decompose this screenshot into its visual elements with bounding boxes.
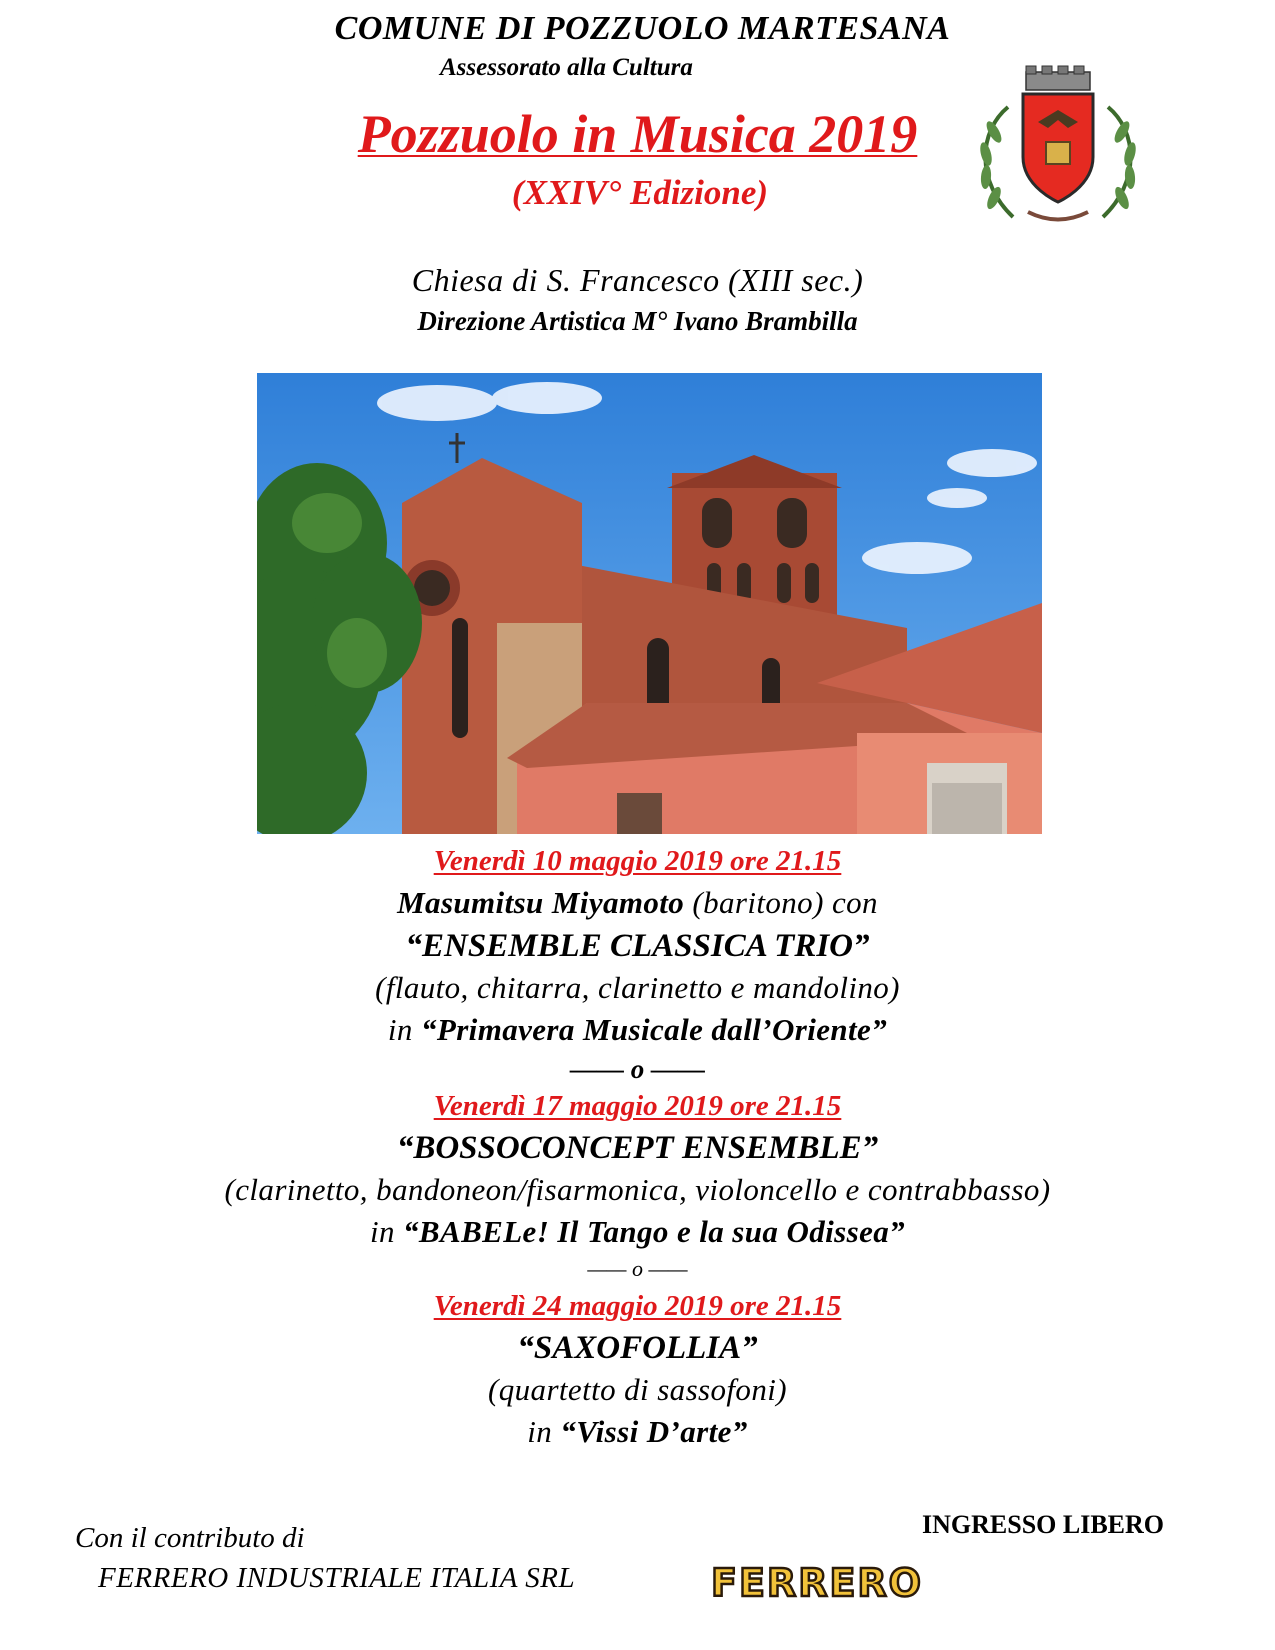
sponsor-name: FERRERO INDUSTRIALE ITALIA SRL [98,1562,576,1594]
event-3-program: “Vissi D’arte” [560,1414,748,1449]
separator-2: —— o —— [587,1256,688,1281]
event-title: Pozzuolo in Musica 2019 [357,104,918,164]
event-3-program-line [0,1414,1275,1450]
artistic-direction-label: Direzione Artistica M° Ivano Brambilla [417,306,858,336]
svg-text:FERRERO: FERRERO [711,1561,923,1605]
ferrero-logo [690,1560,945,1606]
event-2-program-line [0,1214,1275,1250]
event-2-in-prefix: in [369,1214,404,1249]
event-1-date: Venerdì 10 maggio 2019 ore 21.15 [433,845,842,877]
event-1-performer-line [0,885,1275,921]
contribution-label: Con il contributo di [75,1522,305,1554]
event-1-ensemble: “ENSEMBLE CLASSICA TRIO” [405,928,870,964]
event-3-in-prefix: in [527,1414,561,1449]
event-1-instruments: (flauto, chitarra, clarinetto e mandolino) [375,970,900,1005]
event-1-program-line [0,1012,1275,1048]
event-1-performer-role: (baritono) con [684,885,878,920]
event-2-date: Venerdì 17 maggio 2019 ore 21.15 [433,1090,842,1122]
event-3-ensemble: “SAXOFOLLIA” [517,1330,758,1366]
municipality-heading: COMUNE DI POZZUOLO MARTESANA [334,10,951,47]
event-2-program: “BABELe! Il Tango e la sua Odissea” [403,1214,906,1249]
venue-label: Chiesa di S. Francesco (XIII sec.) [411,262,864,298]
event-3-instruments: (quartetto di sassofoni) [488,1372,787,1407]
event-2-instruments: (clarinetto, bandoneon/fisarmonica, violoncello e contrabbasso) [224,1172,1051,1207]
coat-of-arms-icon [968,62,1148,232]
event-3-date: Venerdì 24 maggio 2019 ore 21.15 [433,1290,842,1322]
event-1-program: “Primavera Musicale dall’Oriente” [420,1012,888,1047]
department-subheading: Assessorato alla Cultura [440,54,693,81]
event-2-ensemble: “BOSSOCONCEPT ENSEMBLE” [396,1130,879,1166]
church-photo [257,373,1042,834]
event-1-in-prefix: in [387,1012,421,1047]
separator-1: —— o —— [570,1054,705,1084]
edition-label: (XXIV° Edizione) [511,173,769,212]
free-entry-label: INGRESSO LIBERO [922,1510,1165,1539]
event-1-performer: Masumitsu Miyamoto [397,885,685,920]
